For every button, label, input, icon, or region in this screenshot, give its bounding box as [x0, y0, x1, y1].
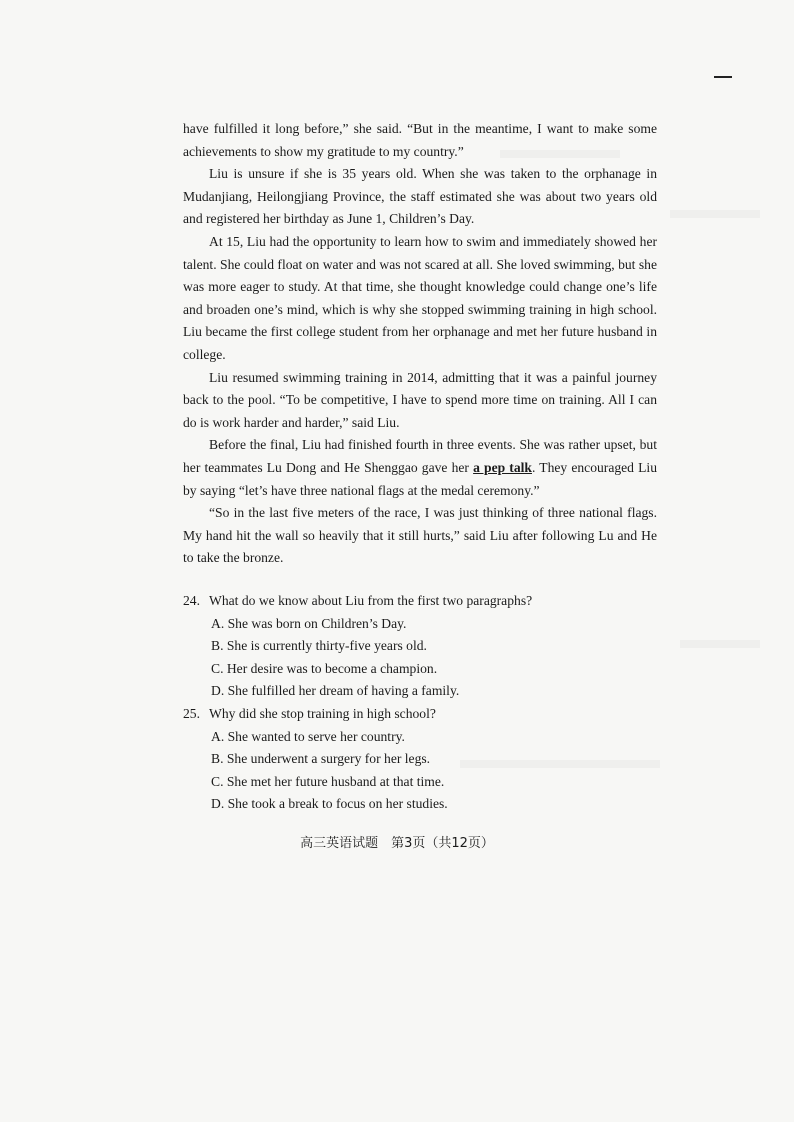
option-a: A. She was born on Children’s Day.	[211, 615, 407, 631]
question-25	[183, 703, 657, 816]
page-footer: 高三英语试题 第3页（共12页）	[300, 836, 494, 851]
question-24	[183, 590, 657, 703]
question-stem	[183, 703, 657, 726]
paragraph-early-swimming: At 15, Liu had the opportunity to learn how to swim and immediately showed her talent. She could float on water and was not scared at all. She loved swimming, but she was more eager to study. At that time, she thought knowledge could change one’s life and broaden one’s mind, which is why she stopped swimming training in high school. Liu became the first college student from her orphanage and met her future husband in college.	[183, 233, 657, 362]
option-c: C. Her desire was to become a champion.	[211, 660, 438, 676]
option-a: A. She wanted to serve her country.	[211, 728, 405, 744]
paragraph-continued: have fulfilled it long before,” she said. “But in the meantime, I want to make some achievements to show my gratitude to my country.”	[183, 121, 657, 159]
page-edge-mark	[714, 76, 732, 78]
paragraph-birthday: Liu is unsure if she is 35 years old. When she was taken to the orphanage in Mudanjiang, Heilongjiang Province, the staff estimated she was about two years old and registered her birthday as June 1, Children’s Day.	[183, 166, 657, 227]
option-d: D. She fulfilled her dream of having a family.	[211, 683, 460, 699]
paragraph-bronze: “So in the last five meters of the race, I was just thinking of three national flags. My hand hit the wall so heavily that it still hurts,” said Liu after following Lu and He to take the bronze.	[183, 505, 657, 566]
option-b: B. She underwent a surgery for her legs.	[211, 751, 431, 767]
question-list	[183, 590, 657, 816]
option-b: B. She is currently thirty-five years old.	[211, 638, 427, 654]
paragraph-pep-talk	[183, 434, 657, 502]
question-number: 25.	[183, 705, 200, 721]
question-number: 24.	[183, 593, 200, 608]
reading-passage	[183, 118, 657, 570]
paragraph-pep-talk-end: . They encouraged Liu by saying “let’s have three national flags at the medal ceremony.”	[183, 459, 657, 498]
question-text: Why did she stop training in high school?	[209, 705, 436, 721]
question-text: What do we know about Liu from the first two paragraphs?	[209, 593, 533, 608]
option-c: C. She met her future husband at that time.	[211, 773, 445, 789]
bleed-through-shadow	[670, 210, 760, 218]
question-stem	[183, 590, 657, 613]
bleed-through-shadow	[680, 640, 760, 648]
paragraph-resumed-training: Liu resumed swimming training in 2014, admitting that it was a painful journey back to the pool. “To be competitive, I have to spend more time on training. All I can do is work harder and harder,” said Liu.	[183, 369, 657, 430]
option-d: D. She took a break to focus on her studies.	[211, 796, 448, 812]
underlined-phrase: a pep talk	[473, 459, 532, 475]
paragraph-pep-talk-start: Before the final, Liu had finished fourth in three events. She was rather upset, but her teammates Lu Dong and He Shenggao gave her	[183, 437, 657, 475]
